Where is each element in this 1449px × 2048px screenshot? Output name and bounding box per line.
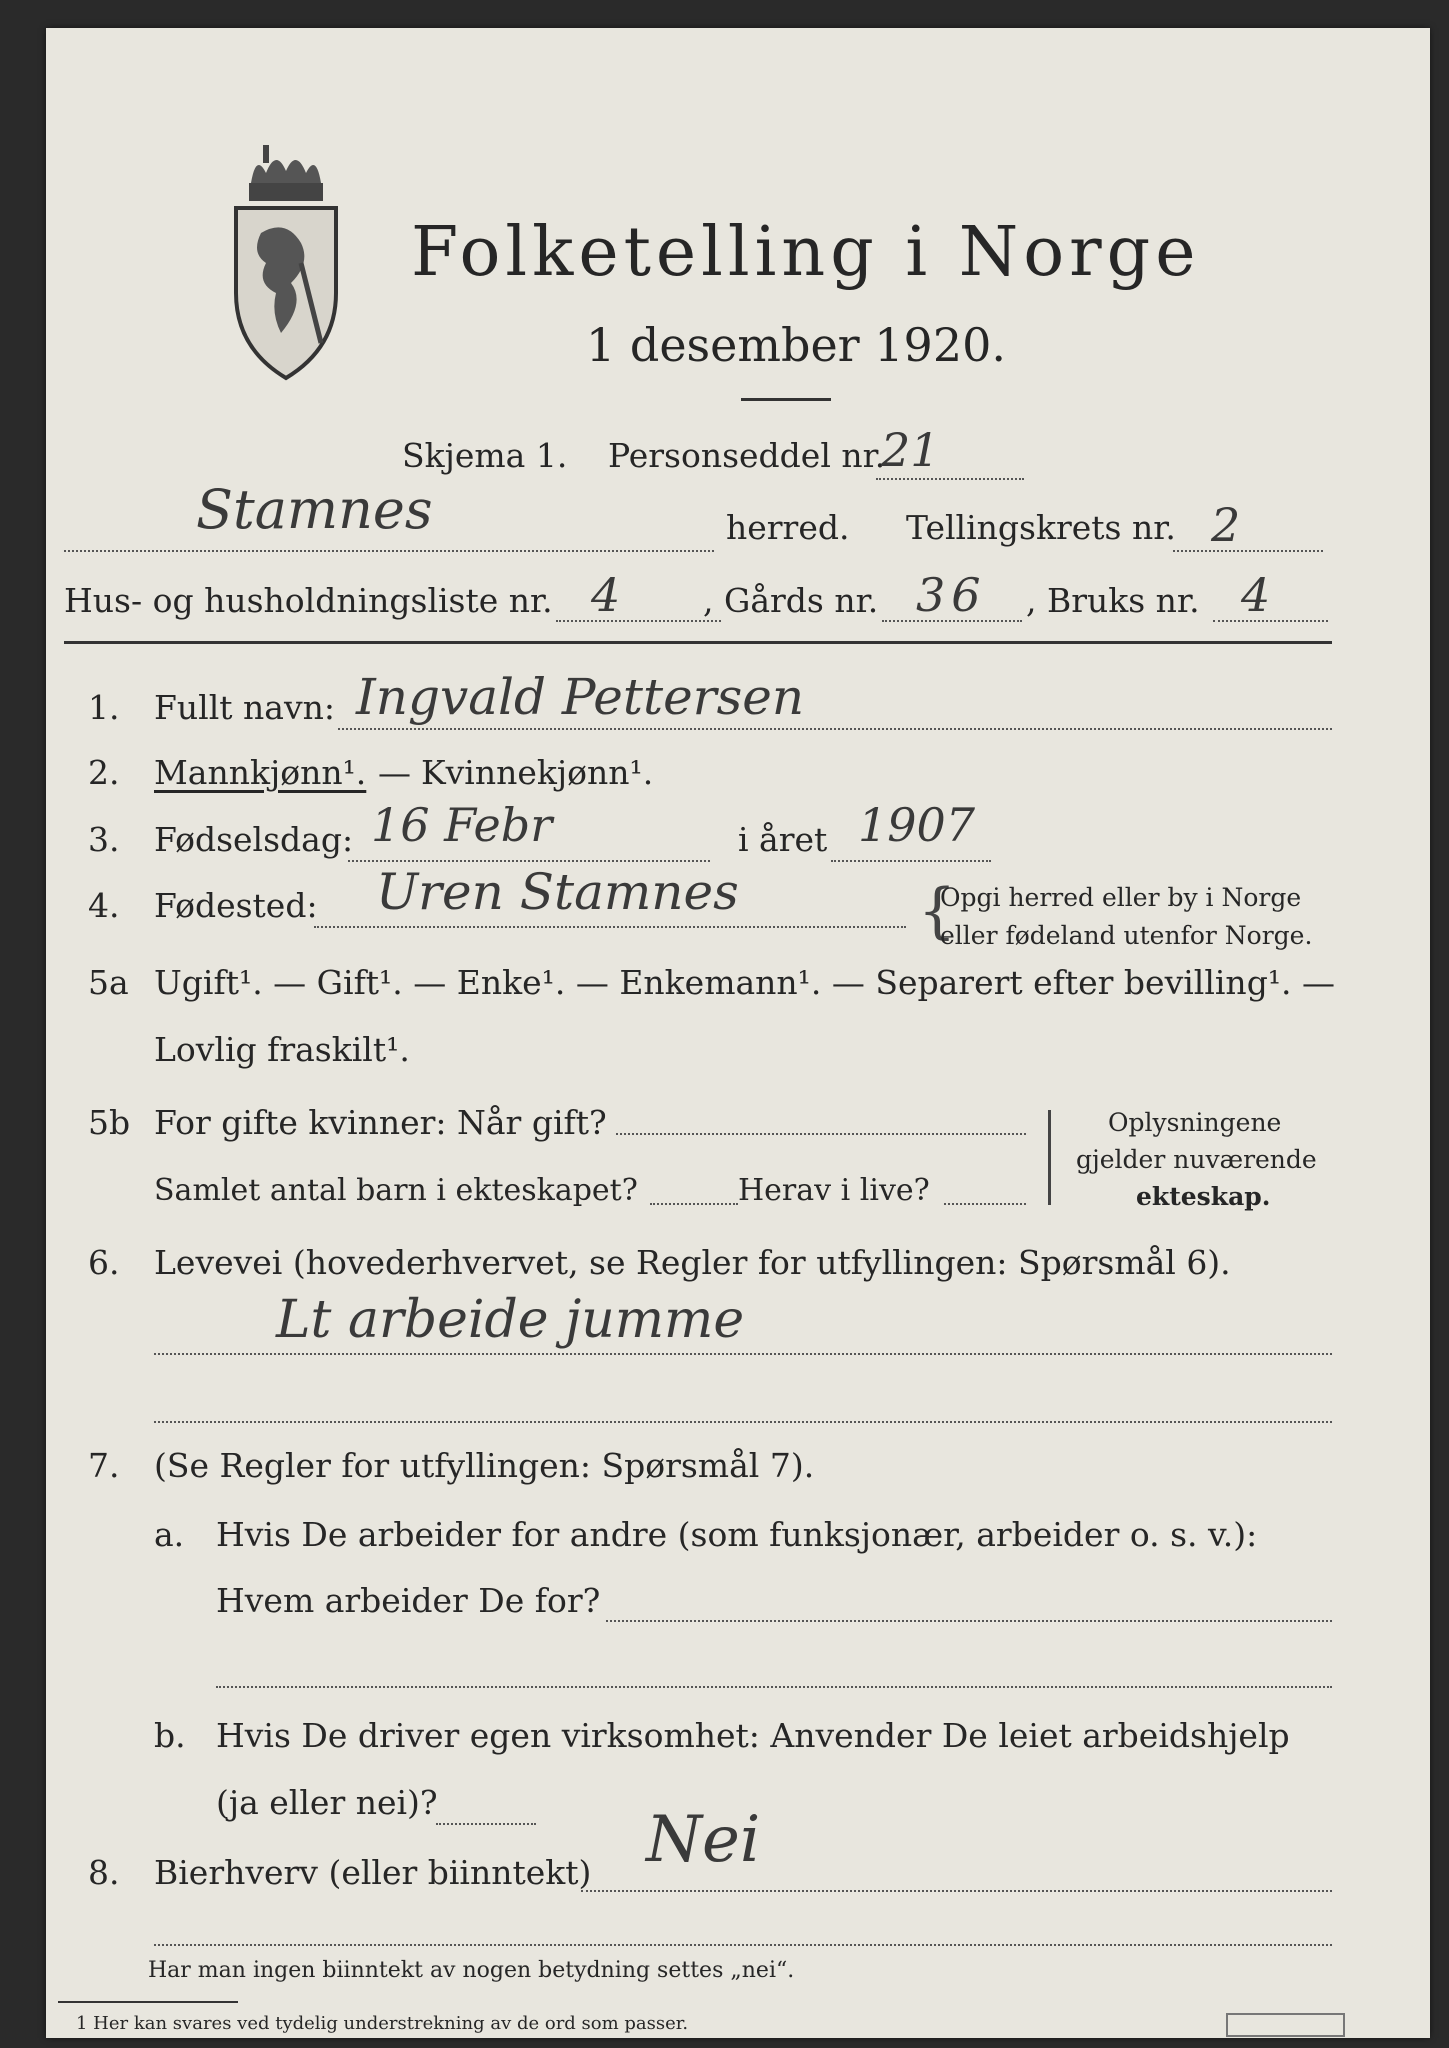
tellingskrets-field-line — [1173, 550, 1323, 552]
personseddel-label: Personseddel nr. — [608, 436, 886, 475]
q3-field-line — [348, 860, 710, 862]
q7a-field-line-1 — [606, 1620, 1332, 1622]
q7b-number: b. — [154, 1716, 186, 1755]
coat-of-arms-icon — [231, 143, 341, 383]
q6-field-line-1 — [154, 1353, 1332, 1355]
gards-label: , Gårds nr. — [703, 581, 879, 620]
q5a-options-cont: Lovlig fraskilt¹. — [154, 1030, 410, 1069]
gards-value: 36 — [916, 568, 987, 622]
q3-year-label: i året — [738, 820, 828, 859]
census-date: 1 desember 1920. — [586, 318, 1006, 372]
header-rule — [64, 641, 1332, 644]
q3-label: Fødselsdag: — [154, 820, 354, 859]
q7b-field-line — [436, 1823, 536, 1825]
q4-value: Uren Stamnes — [376, 863, 739, 921]
herred-label: herred. — [726, 508, 850, 547]
q5b-alive-field-line — [944, 1203, 1026, 1205]
q8-value: Nei — [646, 1803, 761, 1877]
husliste-field-line — [556, 620, 721, 622]
q6-field-line-2 — [154, 1421, 1332, 1423]
q7b-answer-label: (ja eller nei)? — [216, 1783, 438, 1822]
bruks-field-line — [1213, 620, 1328, 622]
title-divider — [741, 398, 831, 401]
q5b-note-line3: ekteskap. — [1136, 1182, 1271, 1211]
q1-value: Ingvald Pettersen — [356, 668, 805, 726]
q1-label: Fullt navn: — [154, 688, 335, 727]
q5b-alive-label: Herav i live? — [738, 1173, 930, 1208]
q4-note-line1: Opgi herred eller by i Norge — [940, 883, 1302, 912]
footnote-text: 1 Her kan svares ved tydelig understrekning av de ord som passer. — [76, 2013, 689, 2034]
q8-field-line-1 — [581, 1890, 1332, 1892]
q8-label: Bierhverv (eller biinntekt) — [154, 1853, 592, 1892]
q2-number: 2. — [88, 753, 120, 792]
footer-note: Har man ingen biinntekt av nogen betydning settes „nei“. — [148, 1958, 795, 1983]
q5b-note-line1: Oplysningene — [1108, 1108, 1282, 1137]
q5b-children-label: Samlet antal barn i ekteskapet? — [154, 1173, 638, 1208]
q7-number: 7. — [88, 1446, 120, 1485]
q5b-note-line2: gjelder nuværende — [1076, 1145, 1317, 1174]
q4-label: Fødested: — [154, 886, 318, 925]
husliste-value: 4 — [591, 568, 621, 622]
q3-year-field-line — [831, 860, 991, 862]
printer-stamp — [1226, 2013, 1345, 2037]
q4-field-line — [314, 926, 906, 928]
q7a-field-line-2 — [216, 1686, 1332, 1688]
q4-number: 4. — [88, 886, 120, 925]
bruks-value: 4 — [1241, 568, 1271, 622]
herred-value: Stamnes — [196, 478, 433, 541]
bruks-label: , Bruks nr. — [1026, 581, 1200, 620]
q5b-married-field-line — [616, 1133, 1026, 1135]
q2-male-option: Mannkjønn¹. — [154, 753, 367, 792]
q5b-note-bracket — [1048, 1110, 1051, 1205]
q3-number: 3. — [88, 820, 120, 859]
q3-value: 16 Febr — [371, 798, 553, 852]
census-form-page — [46, 28, 1430, 2038]
tellingskrets-value: 2 — [1211, 498, 1241, 552]
q4-note-brace: { — [918, 876, 957, 946]
q7b-question: Hvis De driver egen virksomhet: Anvender De leiet arbeidshjelp — [216, 1716, 1290, 1755]
q7a-number: a. — [154, 1515, 185, 1554]
q7a-employer-label: Hvem arbeider De for? — [216, 1581, 601, 1620]
q6-label: Levevei (hovederhvervet, se Regler for utfyllingen: Spørsmål 6). — [154, 1243, 1231, 1282]
q5b-number: 5b — [88, 1103, 131, 1142]
footnote-rule — [58, 2001, 238, 2003]
q5b-children-field-line — [650, 1203, 738, 1205]
q8-number: 8. — [88, 1853, 120, 1892]
q6-value: Lt arbeide jumme — [276, 1290, 745, 1350]
personseddel-field-line — [876, 478, 1024, 480]
q3-year-value: 1907 — [858, 798, 976, 852]
tellingskrets-label: Tellingskrets nr. — [906, 508, 1176, 547]
q2-female-option: Kvinnekjønn¹. — [421, 753, 654, 792]
q4-note-line2: eller fødeland utenfor Norge. — [940, 921, 1313, 950]
q5b-married-label: For gifte kvinner: Når gift? — [154, 1103, 607, 1142]
q6-number: 6. — [88, 1243, 120, 1282]
husliste-label: Hus- og husholdningsliste nr. — [64, 581, 553, 620]
q2-separator: — — [378, 753, 411, 792]
q5a-options: Ugift¹. — Gift¹. — Enke¹. — Enkemann¹. — Separert efter bevilling¹. — — [154, 963, 1336, 1002]
q8-field-line-2 — [154, 1944, 1332, 1946]
q5a-number: 5a — [88, 963, 129, 1002]
q7a-question: Hvis De arbeider for andre (som funksjonær, arbeider o. s. v.): — [216, 1515, 1258, 1554]
form-title: Folketelling i Norge — [411, 213, 1201, 292]
herred-field-line — [64, 550, 714, 552]
personseddel-value: 21 — [881, 423, 940, 477]
q1-number: 1. — [88, 688, 120, 727]
q1-field-line — [338, 728, 1332, 730]
schema-label: Skjema 1. — [402, 436, 568, 475]
q7-label: (Se Regler for utfyllingen: Spørsmål 7). — [154, 1446, 815, 1485]
